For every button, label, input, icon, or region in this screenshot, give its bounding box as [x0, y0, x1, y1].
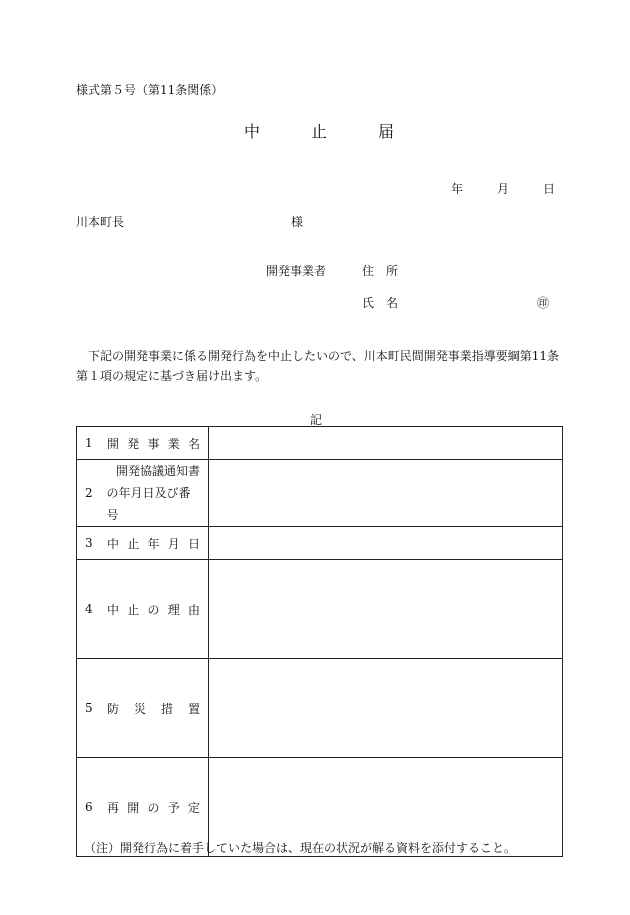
date-day-label: 日: [542, 182, 555, 196]
development-name-field[interactable]: [209, 427, 563, 460]
table-row: [77, 460, 563, 527]
recipient-name: 川本町長: [76, 215, 125, 229]
row-label: [77, 427, 209, 460]
details-table: [76, 426, 563, 857]
label-line: 開発協議通知書: [115, 464, 200, 478]
suspension-reason-field[interactable]: [209, 560, 563, 659]
label-char: 日: [187, 536, 200, 551]
label-char: 置: [187, 701, 200, 716]
row-label: [77, 659, 209, 758]
label-char: 年: [147, 536, 160, 551]
notice-date-number-field[interactable]: [209, 460, 563, 527]
suspension-date-field[interactable]: [209, 527, 563, 560]
table-row: [77, 427, 563, 460]
label-char: 再: [107, 800, 120, 815]
seal-mark: ㊞: [537, 296, 550, 310]
form-number: 様式第５号（第11条関係）: [76, 83, 224, 97]
row-number: 2: [85, 486, 93, 500]
label-char: 名: [187, 436, 200, 451]
label-char: の: [147, 800, 160, 815]
label-char: 業: [167, 436, 180, 451]
date-year-label: 年: [451, 182, 464, 196]
label-char: の: [147, 602, 160, 617]
label-char: 理: [167, 602, 180, 617]
table-row: [77, 527, 563, 560]
address-label: 住 所: [362, 264, 399, 278]
row-label: [77, 460, 209, 527]
row-number: 6: [85, 800, 93, 814]
ki-heading: 記: [310, 413, 323, 427]
title-char: 中: [244, 122, 261, 141]
title-char: 届: [377, 122, 394, 141]
document-title: [244, 124, 394, 140]
footnote: （注）開発行為に着手していた場合は、現在の状況が解る資料を添付すること。: [84, 841, 517, 855]
row-number: 1: [85, 436, 93, 450]
title-char: 止: [310, 122, 327, 141]
label-char: 由: [187, 602, 200, 617]
applicant-label: 開発事業者: [266, 264, 327, 278]
date-line: [451, 183, 555, 195]
label-char: 発: [127, 436, 140, 451]
body-paragraph: 下記の開発事業に係る開発行為を中止したいので、川本町民間開発事業指導要綱第11条第１項の規定に基づき届け出ます。: [76, 349, 560, 383]
label-char: 防: [107, 701, 120, 716]
table-row: [77, 560, 563, 659]
row-label: [77, 527, 209, 560]
label-char: 止: [127, 536, 140, 551]
label-char: 予: [167, 800, 180, 815]
table-row: [77, 659, 563, 758]
label-char: 措: [160, 701, 173, 716]
label-char: 月: [167, 536, 180, 551]
label-char: 災: [133, 701, 146, 716]
label-line: の年月日及び番号: [106, 486, 191, 522]
row-label: [77, 560, 209, 659]
row-number: 3: [85, 536, 93, 550]
label-char: 開: [127, 800, 140, 815]
row-number: 5: [85, 701, 93, 715]
date-month-label: 月: [496, 182, 509, 196]
label-char: 定: [187, 800, 200, 815]
label-char: 開: [107, 436, 120, 451]
row-number: 4: [85, 602, 93, 616]
disaster-prevention-field[interactable]: [209, 659, 563, 758]
label-char: 中: [107, 536, 120, 551]
label-char: 中: [107, 602, 120, 617]
label-char: 止: [127, 602, 140, 617]
recipient-honorific: 様: [291, 215, 304, 229]
name-label: 氏 名: [362, 296, 399, 310]
label-char: 事: [147, 436, 160, 451]
